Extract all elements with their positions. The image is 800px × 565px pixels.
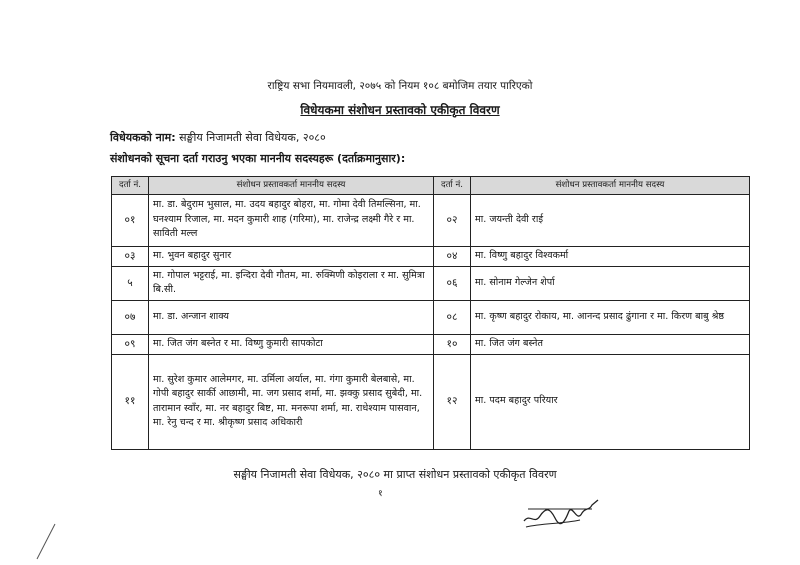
bill-name-value: सङ्घीय निजामती सेवा विधेयक, २०८० [179,131,326,144]
signature [522,496,600,532]
reg-no-right: ०६ [434,266,471,300]
bill-name [110,130,326,145]
proposer-names-left: मा. गोपाल भट्टराई, मा. इन्दिरा देवी गौतम, मा. रुक्मिणी कोइराला र मा. सुमित्रा बि.सी. [149,266,434,300]
reg-no-left: ५ [112,266,149,300]
table-row [112,246,750,266]
reg-no-left: ०९ [112,334,149,354]
header-proposer-right: संशोधन प्रस्तावकर्ता माननीय सदस्य [471,177,750,195]
amendment-proposers-table [111,176,750,450]
reg-no-left: ०७ [112,300,149,334]
table-row [112,354,750,449]
proposer-names-right: मा. विष्णु बहादुर विश्वकर्मा [471,246,750,266]
reg-no-right: ०२ [434,194,471,246]
rule-reference-heading: राष्ट्रिय सभा नियमावली, २०७५ को नियम १०८ बमोजिम तयार पारिएको [267,80,533,92]
reg-no-right: ०८ [434,300,471,334]
proposer-names-right: मा. जित जंग बस्नेत [471,334,750,354]
table-header-row [112,177,750,195]
document-title [0,101,800,118]
table-row [112,194,750,246]
header-reg-no-left: दर्ता नं. [112,177,149,195]
reg-no-right: ०४ [434,246,471,266]
table-row [112,334,750,354]
reg-no-right: १२ [434,354,471,449]
reg-no-right: १० [434,334,471,354]
proposer-names-left: मा. भुवन बहादुर सुनार [149,246,434,266]
members-intro: संशोधनको सूचना दर्ता गराउनु भएका माननीय सदस्यहरू (दर्ताक्रमानुसार): [110,152,406,165]
reg-no-left: ०१ [112,194,149,246]
proposer-names-right: मा. सोनाम गेल्जेन शेर्पा [471,266,750,300]
reg-no-left: ०३ [112,246,149,266]
table-row [112,266,750,300]
proposer-names-left: मा. सुरेश कुमार आलेमगर, मा. उर्मिला अर्याल, मा. गंगा कुमारी बेलबासे, मा. गोपी बहादुर सार्की आछामी, मा. जग प्रसाद शर्मा, मा. झक्कु प्रसाद सुबेदी, मा. तारामान स्वाँर, मा. नर बहादुर बिष्ट, मा. मनरूपा शर्मा, मा. राधेश्याम पासवान, मा. रेनु चन्द र मा. श्रीकृष्ण प्रसाद अधिकारी [149,354,434,449]
header-reg-no-right: दर्ता नं. [434,177,471,195]
proposer-names-right: मा. कृष्ण बहादुर रोकाय, मा. आनन्द प्रसाद ढुंगाना र मा. किरण बाबु श्रेष्ठ [471,300,750,334]
proposer-names-right: मा. पदम बहादुर परियार [471,354,750,449]
proposer-names-left: मा. डा. अन्जान शाक्य [149,300,434,334]
table-row [112,300,750,334]
bill-name-label: विधेयकको नाम: [110,131,176,144]
header-proposer-left: संशोधन प्रस्तावकर्ता माननीय सदस्य [149,177,434,195]
document-title-text: विधेयकमा संशोधन प्रस्तावको एकीकृत विवरण [300,103,500,117]
reg-no-left: ११ [112,354,149,449]
pen-mark [34,522,58,562]
proposer-names-right: मा. जयन्ती देवी राई [471,194,750,246]
footer-caption: सङ्घीय निजामती सेवा विधेयक, २०८० मा प्राप्त संशोधन प्रस्तावको एकीकृत विवरण [233,468,557,481]
proposer-names-left: मा. जित जंग बस्नेत र मा. विष्णु कुमारी सापकोटा [149,334,434,354]
page-number: १ [378,489,383,499]
proposer-names-left: मा. डा. बेदुराम भुसाल, मा. उदय बहादुर बोहरा, मा. गोमा देवी तिमल्सिना, मा. घनश्याम रिजाल, मा. मदन कुमारी शाह (गरिमा), मा. राजेन्द्र लक्ष्मी गैरे र मा. साविती मल्ल [149,194,434,246]
